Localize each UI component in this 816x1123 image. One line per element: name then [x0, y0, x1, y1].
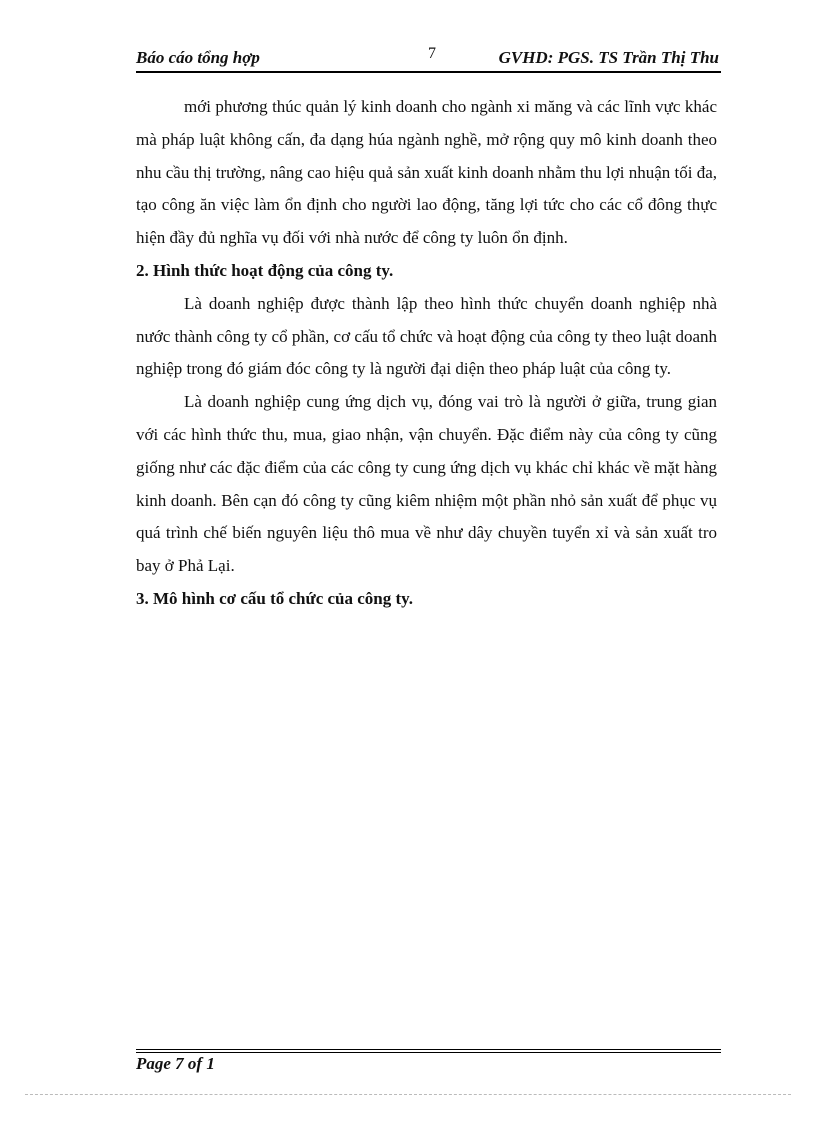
- header-title: Báo cáo tổng hợp: [136, 48, 260, 67]
- page-header: [136, 45, 721, 72]
- header-rule: [136, 71, 721, 73]
- document-body: [136, 91, 717, 616]
- header-page-number: 7: [428, 45, 436, 62]
- paragraph-1: mới phương thúc quản lý kinh doanh cho ngành xi măng và các lĩnh vực khác mà pháp luật không cấn, đa dạng húa ngành nghề, mở rộng quy mô kinh doanh theo nhu cầu thị trường, nâng cao hiệu quả sản xuất kinh doanh nhằm thu lợi nhuận tối đa, tạo công ăn việc làm ổn định cho người lao động, tăng lợi tức cho các cổ đông thực hiện đầy đủ nghĩa vụ đối với nhà nước để công ty luôn ổn định.: [136, 97, 717, 248]
- paragraph-3: Là doanh nghiệp cung ứng dịch vụ, đóng vai trò là người ở giữa, trung gian với các hình thức thu, mua, giao nhận, vận chuyển. Đặc điểm này của công ty cũng giống như các đặc điểm của các công ty cung ứng dịch vụ khác chỉ khác về mặt hàng kinh doanh. Bên cạn đó công ty cũng kiêm nhiệm một phần nhỏ sản xuất để phục vụ quá trình chế biến nguyên liệu thô mua về như dây chuyền tuyển xỉ và sản xuất tro bay ở Phả Lại.: [136, 392, 717, 576]
- footer-rule-bottom: [136, 1052, 721, 1053]
- footer-rule-top: [136, 1049, 721, 1050]
- paragraph-2: Là doanh nghiệp được thành lập theo hình thức chuyển doanh nghiệp nhà nước thành công ty cổ phần, cơ cấu tổ chức và hoạt động của công ty theo luật doanh nghiệp trong đó giám đóc công ty là người đại diện theo pháp luật của công ty.: [136, 293, 717, 379]
- section-heading-3: 3. Mô hình cơ cấu tổ chức của công ty.: [136, 588, 413, 608]
- header-supervisor: GVHD: PGS. TS Trần Thị Thu: [498, 48, 719, 67]
- page-footer: Page 7 of 1: [136, 1054, 215, 1073]
- section-heading-2: 2. Hình thức hoạt động của công ty.: [136, 260, 394, 280]
- page-edge-divider: [25, 1094, 791, 1095]
